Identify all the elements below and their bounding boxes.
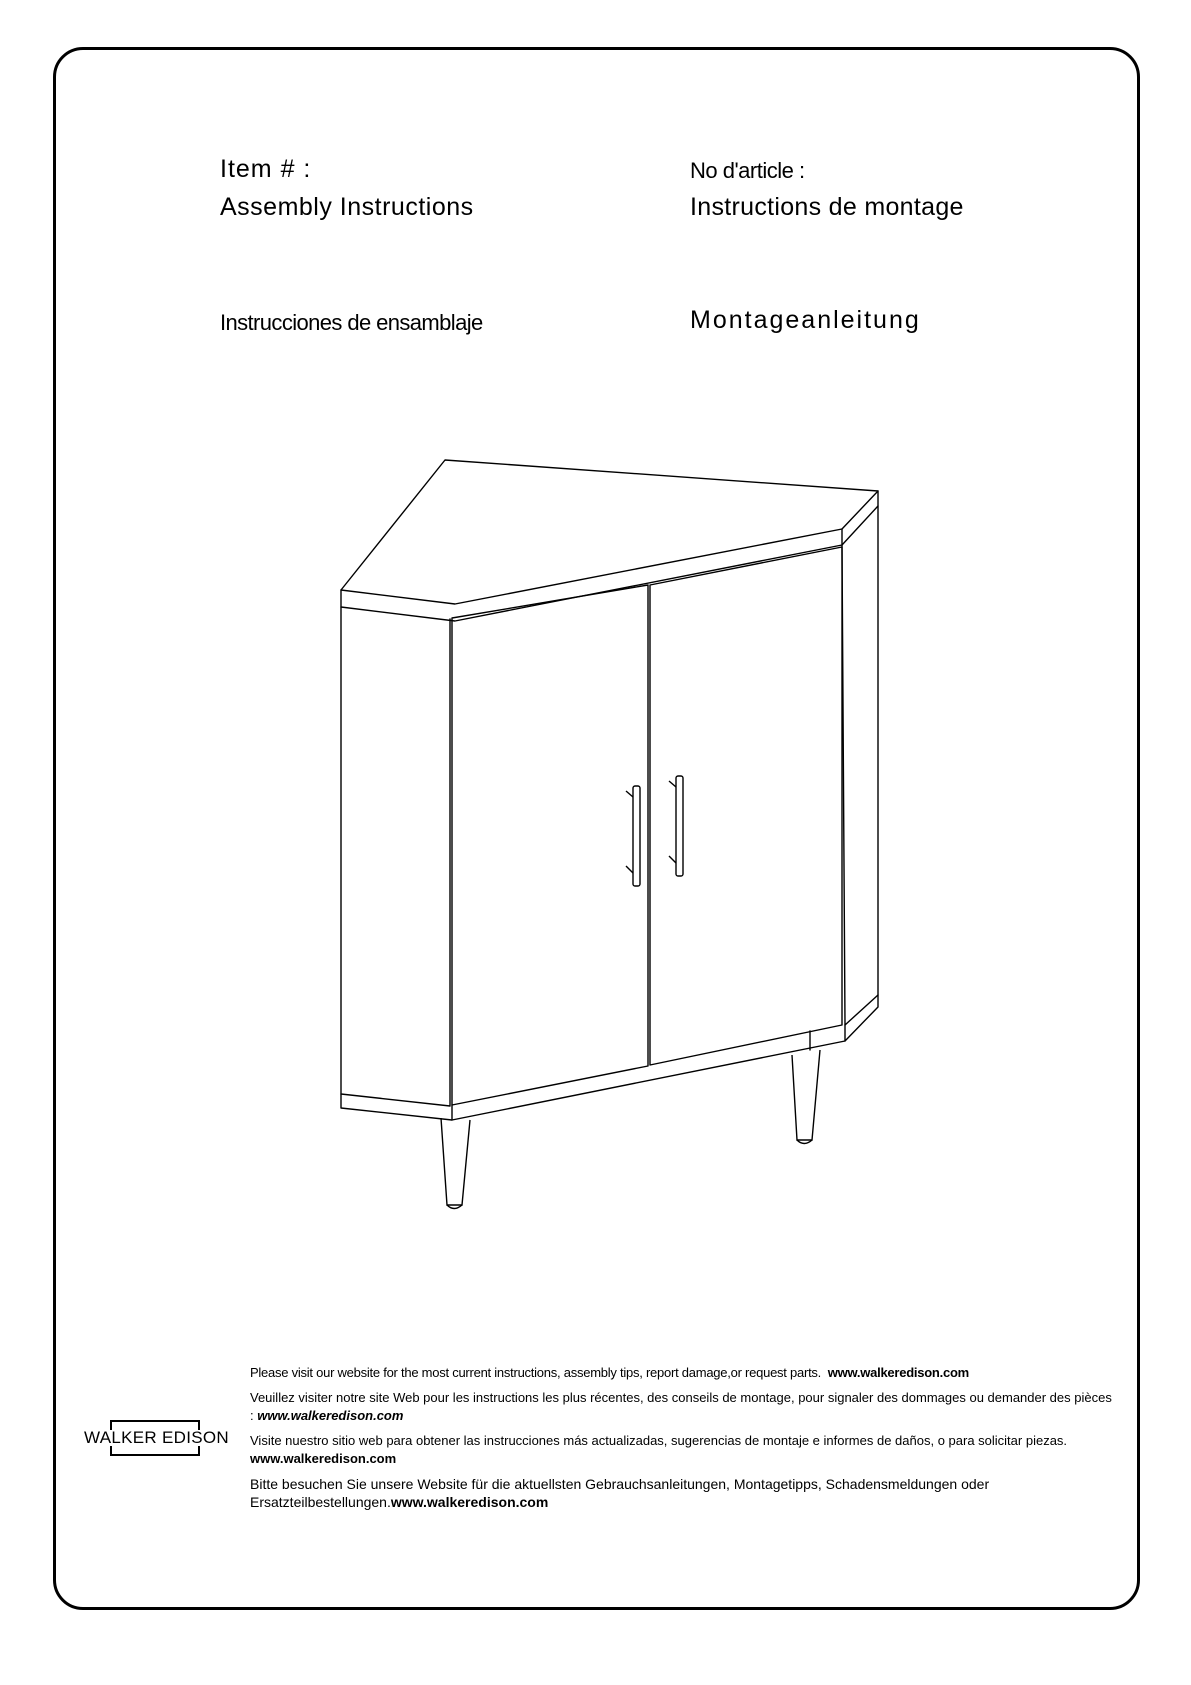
logo-bracket-bottom — [110, 1446, 200, 1456]
cabinet-door-left — [452, 585, 648, 1105]
cabinet-legs — [441, 1050, 820, 1209]
handle-right — [676, 776, 683, 876]
note-spanish-text: Visite nuestro sitio web para obtener las instrucciones más actualizadas, sugerencias de montaje e informes de daños, o para solicitar piezas. — [250, 1433, 1068, 1448]
montageanleitung-title: Montageanleitung — [690, 306, 921, 334]
assembly-instructions-title: Assembly Instructions — [220, 193, 474, 221]
website-link-de[interactable]: www.walkeredison.com — [390, 1494, 549, 1510]
handle-left — [633, 786, 640, 886]
note-french-text: Veuillez visiter notre site Web pour les instructions les plus récentes, des conseils de montage, pour signaler des dommages ou demander des pièces : — [250, 1390, 1112, 1423]
cabinet-right-side — [842, 506, 878, 1025]
cabinet-door-right — [650, 547, 842, 1065]
instrucciones-ensamblaje-title: Instrucciones de ensamblaje — [220, 310, 483, 335]
note-spanish — [250, 1432, 1112, 1468]
note-french — [250, 1389, 1112, 1425]
instructions-montage-title: Instructions de montage — [690, 193, 964, 221]
website-notes — [250, 1364, 1112, 1518]
leg-front-left — [441, 1118, 470, 1205]
logo-text: WALKER EDISON — [84, 1428, 229, 1447]
corner-cabinet-illustration — [330, 440, 890, 1220]
item-number-label: Item # : — [220, 155, 312, 183]
note-english — [250, 1364, 1112, 1382]
leg-front-right — [792, 1050, 820, 1140]
note-english-text: Please visit our website for the most current instructions, assembly tips, report damage,or request parts. — [250, 1365, 822, 1380]
cabinet-top — [341, 460, 878, 604]
cabinet-top-edge — [341, 529, 842, 621]
note-german — [250, 1475, 1112, 1511]
door-handles — [626, 776, 683, 886]
website-link-en[interactable]: www.walkeredison.com — [827, 1365, 969, 1380]
note-german-text: Bitte besuchen Sie unsere Website für die aktuellsten Gebrauchsanleitungen, Montagetipps, Schadensmeldungen oder Ersatzteilbestellungen. — [250, 1476, 990, 1510]
no-article-label: No d'article : — [690, 158, 805, 183]
website-link-es[interactable]: www.walkeredison.com — [250, 1451, 397, 1466]
cabinet-left-side — [341, 607, 450, 1106]
website-link-fr[interactable]: www.walkeredison.com — [257, 1408, 404, 1423]
walker-edison-logo — [84, 1420, 229, 1456]
cabinet-bottom — [341, 995, 878, 1120]
